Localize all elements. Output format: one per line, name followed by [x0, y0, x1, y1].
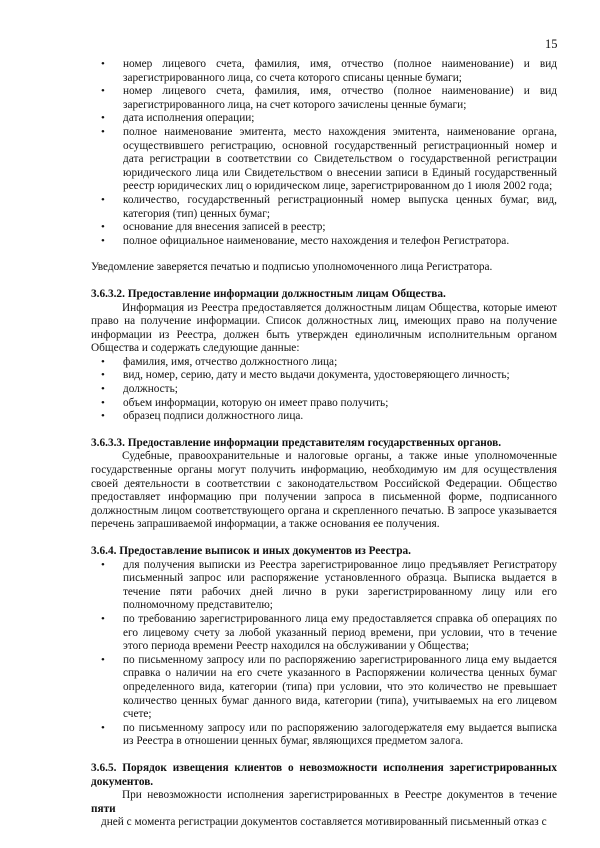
text-part: При невозможности исполнения зарегистрированных в Реестре документов в течение	[122, 789, 557, 802]
section-paragraph-continued: дней с момента регистрации документов составляется мотивированный письменный отказ с	[101, 816, 547, 829]
section-paragraph: Информация из Реестра предоставляется должностным лицам Общества, которые имеют право на получение информации. Список должностных лиц, имеющих право на получение информации из Реестра, должен быть утвержден единоличным исполнительным органом Общества и содержать следующие данные:	[91, 301, 557, 355]
list-item: • полное наименование эмитента, место нахождения эмитента, наименование органа, осуществившего регистрацию, основной государственный регистрационный номер и дата регистрации в соответствии со Свидетельством о государственной регистрации юридического лица или Свидетельством о внесении записи в Единый государственный реестр юридических лиц о юридическом лице, зарегистрированном до 1 июля 2002 года;	[91, 126, 557, 194]
list-item: • образец подписи должностного лица.	[91, 410, 557, 424]
section-paragraph	[91, 789, 557, 816]
bold-word: пяти	[91, 802, 116, 815]
section-heading-text: 3.6.3.3. Предоставление информации представителям государственных органов.	[91, 436, 502, 449]
list-item: • дата исполнения операции;	[91, 112, 557, 126]
official-data-list	[91, 356, 557, 424]
list-item: • по письменному запросу или по распоряжению зарегистрированного лица ему выдается справка о наличии на его счете указанного в Распоряжении количества ценных бумаг определенного вида, категории (типа) при условии, что это количество не превышает количество ценных бумаг данного вида, категории (типа), учитываемых на его лицевом счете;	[91, 654, 557, 722]
section-heading-text: 3.6.4. Предоставление выписок и иных документов из Реестра.	[91, 545, 411, 557]
section-heading-text: 3.6.5. Порядок извещения клиентов о невозможности исполнения зарегистрированных документов.	[91, 761, 557, 788]
list-item: • вид, номер, серию, дату и место выдачи документа, удостоверяющего личность;	[91, 369, 557, 383]
section-heading-text: 3.6.3.2. Предоставление информации должностным лицам Общества.	[91, 287, 446, 300]
section-heading	[91, 545, 557, 559]
section-heading	[91, 288, 557, 302]
extract-list	[91, 559, 557, 749]
notice-paragraph: Уведомление заверяется печатью и подписью уполномоченного лица Регистратора.	[91, 261, 493, 274]
list-item: • должность;	[91, 383, 557, 397]
list-item: • по письменному запросу или по распоряжению залогодержателя ему выдается выписка из Реестра в отношении ценных бумаг, являющихся предметом залога.	[91, 722, 557, 749]
list-item: • объем информации, которую он имеет право получить;	[91, 397, 557, 411]
list-item: • номер лицевого счета, фамилия, имя, отчество (полное наименование) и вид зарегистрированного лица, со счета которого списаны ценные бумаги;	[91, 58, 557, 85]
list-item: • полное официальное наименование, место нахождения и телефон Регистратора.	[91, 235, 557, 249]
list-item: • фамилия, имя, отчество должностного лица;	[91, 356, 557, 370]
page-number: 15	[545, 37, 558, 51]
list-item: • номер лицевого счета, фамилия, имя, отчество (полное наименование) и вид зарегистрированного лица, на счет которого зачислены ценные бумаги;	[91, 85, 557, 112]
list-item: • для получения выписки из Реестра зарегистрированное лицо предъявляет Регистратору письменный запрос или распоряжение установленного образца. Выписка выдается в течение пяти рабочих дней лично в руки зарегистрированному лицу или его полномочному представителю;	[91, 559, 557, 613]
operation-notice-list	[91, 58, 557, 248]
list-item: • количество, государственный регистрационный номер выпуска ценных бумаг, вид, категория (тип) ценных бумаг;	[91, 194, 557, 221]
section-heading	[91, 437, 557, 451]
list-item: • по требованию зарегистрированного лица ему предоставляется справка об операциях по его лицевому счету за любой указанный период времени, при условии, что в течение этого периода времени Реестр находился на обслуживании у Общества;	[91, 613, 557, 654]
section-heading	[91, 762, 557, 789]
list-item: • основание для внесения записей в реестр;	[91, 221, 557, 235]
page-content	[91, 58, 557, 830]
section-paragraph: Судебные, правоохранительные и налоговые органы, а также иные уполномоченные государственные органы могут получить информацию, необходимую им для осуществления своей деятельности в соответствии с законодательством Российской Федерации. Общество предоставляет информацию при получении запроса в письменной форме, подписанного должностным лицом соответствующего органа и скрепленного печатью. В запросе указывается перечень запрашиваемой информации, а также основания ее получения.	[91, 450, 557, 531]
